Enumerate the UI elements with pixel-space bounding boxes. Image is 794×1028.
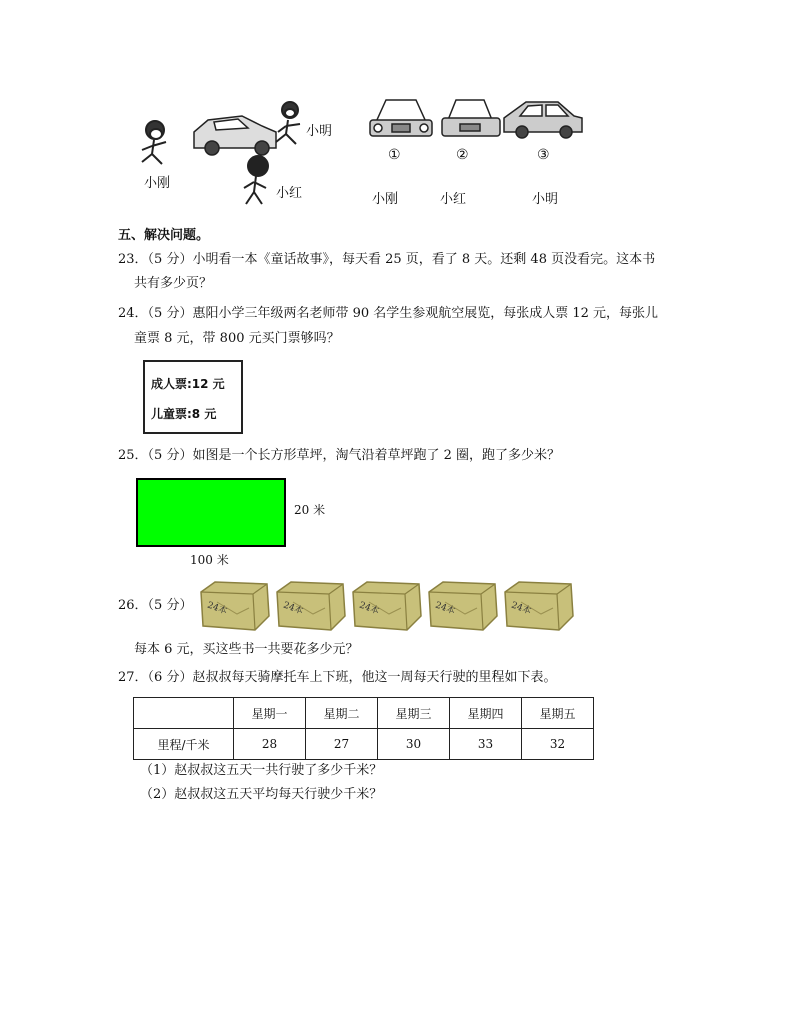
bundle-label: 24本 (357, 600, 381, 617)
q27-sub1: （1）赵叔叔这五天一共行驶了多少千米？ (140, 763, 383, 778)
q26-line2: 每本 6 元，买这些书一共要花多少元？ (134, 642, 359, 657)
table-row (134, 729, 594, 760)
q24-line1: 24．（5 分）惠阳小学三年级两名老师带 90 名学生参观航空展览，每张成人票 12 元，每张儿 (118, 306, 659, 321)
table-cell: 33 (450, 729, 522, 760)
q27-sub2: （2）赵叔叔这五天平均每天行驶少千米？ (140, 787, 383, 802)
table-cell: 27 (306, 729, 378, 760)
car-number-1: ① (388, 147, 401, 163)
label-xiaoming: 小明 (306, 124, 333, 139)
bundle-label: 24本 (281, 600, 305, 617)
q25-line1: 25．（5 分）如图是一个长方形草坪，淘气沿着草坪跑了 2 圈，跑了多少米？ (118, 448, 560, 463)
car-number-3: ③ (537, 147, 550, 163)
table-cell: 30 (378, 729, 450, 760)
q27-line1: 27．（6 分）赵叔叔每天骑摩托车上下班，他这一周每天行驶的里程如下表。 (118, 670, 557, 685)
book-bundle-icon (425, 578, 499, 634)
book-bundles (197, 578, 577, 634)
ticket-adult-price: 成人票:12 元 (151, 377, 225, 391)
q26-prefix: 26．（5 分） (118, 598, 193, 613)
label-xiaohong: 小红 (276, 186, 303, 201)
car-center-icon (194, 116, 276, 155)
label-xiaogang: 小刚 (144, 176, 171, 191)
bundle-label: 24本 (509, 600, 533, 617)
bundle-label: 24本 (433, 600, 457, 617)
ticket-child-price: 儿童票:8 元 (151, 407, 217, 421)
q23-line1: 23．（5 分）小明看一本《童话故事》，每天看 25 页，看了 8 天。还剩 48 页没看完。这本书 (118, 252, 656, 267)
q24-line2: 童票 8 元，带 800 元买门票够吗？ (134, 331, 340, 346)
q23-line2: 共有多少页？ (134, 276, 213, 291)
car-number-2: ② (456, 147, 469, 163)
table-cell: 28 (234, 729, 306, 760)
book-bundle-icon (349, 578, 423, 634)
car2-name: 小红 (440, 192, 467, 207)
book-bundle-icon (273, 578, 347, 634)
lawn-rectangle (136, 478, 286, 547)
table-header-cell: 星期四 (450, 698, 522, 729)
boy-bottom-icon (244, 156, 268, 204)
table-header-cell: 星期五 (522, 698, 594, 729)
section-title: 五、解决问题。 (118, 228, 210, 243)
table-header-row (134, 698, 594, 729)
mileage-table (133, 697, 594, 760)
ticket-price-box (143, 360, 243, 434)
row-label-cell: 里程/千米 (134, 729, 234, 760)
running-boy-left-icon (142, 121, 166, 164)
car3-name: 小明 (532, 192, 559, 207)
table-header-cell (134, 698, 234, 729)
lawn-length-label: 100 米 (190, 553, 229, 567)
table-header-cell: 星期二 (306, 698, 378, 729)
kids-cars-illustration (130, 92, 590, 214)
car-rear-view-icon (442, 100, 500, 136)
car1-name: 小刚 (372, 192, 399, 207)
running-boy-top-icon (276, 102, 300, 144)
book-bundle-icon (501, 578, 575, 634)
table-cell: 32 (522, 729, 594, 760)
book-bundle-icon (197, 578, 271, 634)
lawn-width-label: 20 米 (294, 503, 326, 517)
bundle-label: 24本 (205, 600, 229, 617)
car-front-view-icon (370, 100, 432, 136)
table-header-cell: 星期三 (378, 698, 450, 729)
car-side-view-icon (504, 102, 582, 138)
table-header-cell: 星期一 (234, 698, 306, 729)
